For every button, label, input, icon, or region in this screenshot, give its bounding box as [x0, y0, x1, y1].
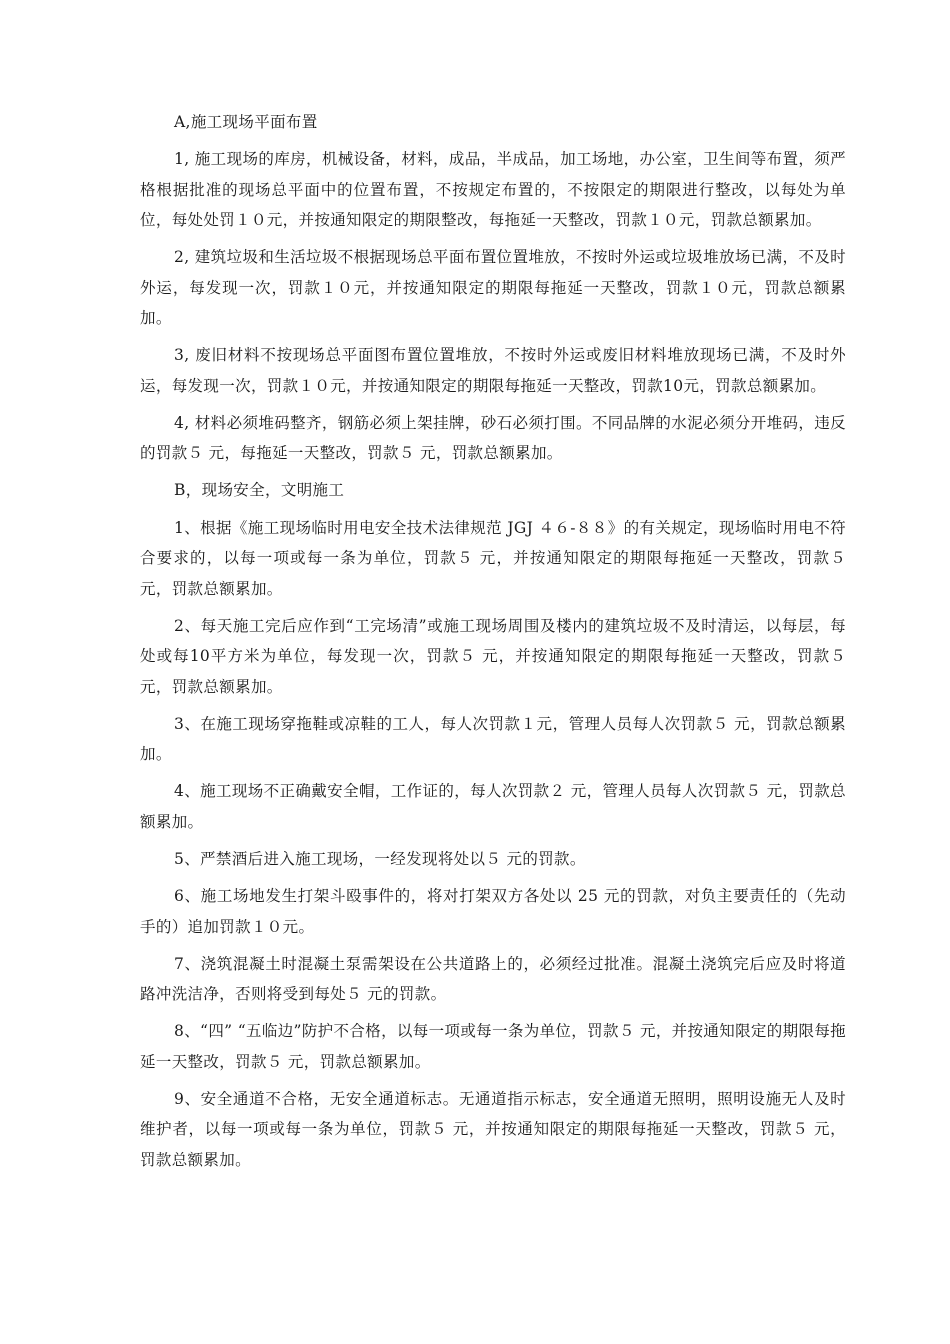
section-a-item-3: 3, 废旧材料不按现场总平面图布置位置堆放，不按时外运或废旧材料堆放现场已满，不及时外运，每发现一次，罚款１０元，并按通知限定的期限每拖延一天整改，罚款10元，罚款总额累加。: [140, 346, 846, 395]
section-b-item-8: 8、“四” “五临边”防护不合格，以每一项或每一条为单位，罚款５ 元，并按通知限定的期限每拖延一天整改，罚款５ 元，罚款总额累加。: [140, 1022, 847, 1071]
section-b-item-1: 1、根据《施工现场临时用电安全技术法律规范 JGJ ４６-８８》的有关规定，现场临时用电不符合要求的，以每一项或每一条为单位，罚款５ 元，并按通知限定的期限每拖延一天整改，罚款５ 元，罚款总额累加。: [140, 518, 846, 598]
section-b-item-9: 9、安全通道不合格，无安全通道标志。无通道指示标志，安全通道无照明，照明设施无人及时维护者，以每一项或每一条为单位，罚款５ 元，并按通知限定的期限每拖延一天整改，罚款５ 元，罚款总额累加。: [140, 1089, 846, 1169]
section-b-heading: B，现场安全，文明施工: [174, 481, 345, 500]
section-b-item-3: 3、在施工现场穿拖鞋或凉鞋的工人，每人次罚款１元，管理人员每人次罚款５ 元，罚款总额累加。: [140, 714, 846, 764]
section-a-item-2: 2, 建筑垃圾和生活垃圾不根据现场总平面布置位置堆放，不按时外运或垃圾堆放场已满，不及时外运，每发现一次，罚款１０元，并按通知限定的期限每拖延一天整改，罚款１０元，罚款总额累加。: [140, 248, 846, 328]
section-b-item-6: 6、施工场地发生打架斗殴事件的，将对打架双方各处以 25 元的罚款，对负主要责任的（先动手的）追加罚款１０元。: [140, 887, 846, 936]
section-b-item-2: 2、每天施工完后应作到“工完场清”或施工现场周围及楼内的建筑垃圾不及时清运，以每层，每处或每10平方米为单位，每发现一次，罚款５ 元，并按通知限定的期限每拖延一天整改，罚款５ 元，罚款总额累加。: [140, 616, 846, 696]
section-a-item-4: 4, 材料必须堆码整齐，钢筋必须上架挂牌，砂石必须打围。不同品牌的水泥必须分开堆码，违反的罚款５ 元，每拖延一天整改，罚款５ 元，罚款总额累加。: [140, 413, 846, 463]
section-b-item-4: 4、施工现场不正确戴安全帽，工作证的，每人次罚款２ 元，管理人员每人次罚款５ 元，罚款总额累加。: [140, 782, 846, 831]
section-a-item-1: 1, 施工现场的库房，机械设备，材料，成品，半成品，加工场地，办公室，卫生间等布置，须严格根据批准的现场总平面中的位置布置，不按规定布置的，不按限定的期限进行整改，以每处为单位，每处处罚１０元，并按通知限定的期限整改，每拖延一天整改，罚款１０元，罚款总额累加。: [140, 150, 846, 230]
section-a-heading: A,施工现场平面布置: [174, 113, 318, 131]
section-b-item-5: 5、严禁酒后进入施工现场，一经发现将处以５ 元的罚款。: [174, 849, 586, 868]
section-b-item-7: 7、浇筑混凝土时混凝土泵需架设在公共道路上的，必须经过批准。混凝土浇筑完后应及时将道路冲洗洁净，否则将受到每处５ 元的罚款。: [140, 954, 846, 1004]
document-body: [140, 107, 846, 1182]
